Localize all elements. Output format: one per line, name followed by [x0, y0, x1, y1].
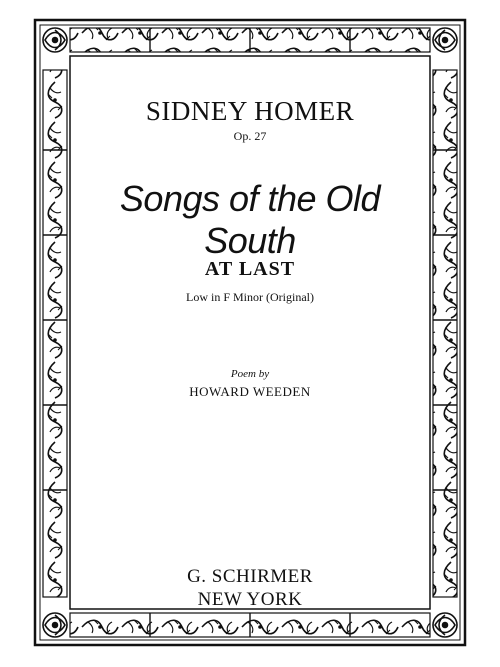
opus-number: Op. 27	[233, 129, 267, 143]
composer-name: SIDNEY HOMER	[145, 96, 355, 126]
song-title: AT LAST	[204, 258, 296, 280]
collection-title: Songs of the Old South	[119, 178, 381, 261]
key-info: Low in F Minor (Original)	[186, 290, 314, 304]
cover-content	[70, 70, 430, 610]
publisher-name: G. SCHIRMER	[187, 566, 313, 587]
poem-by-label: Poem by	[230, 368, 270, 380]
publisher-city: NEW YORK	[197, 589, 303, 610]
poet-name: HOWARD WEEDEN	[189, 384, 311, 399]
